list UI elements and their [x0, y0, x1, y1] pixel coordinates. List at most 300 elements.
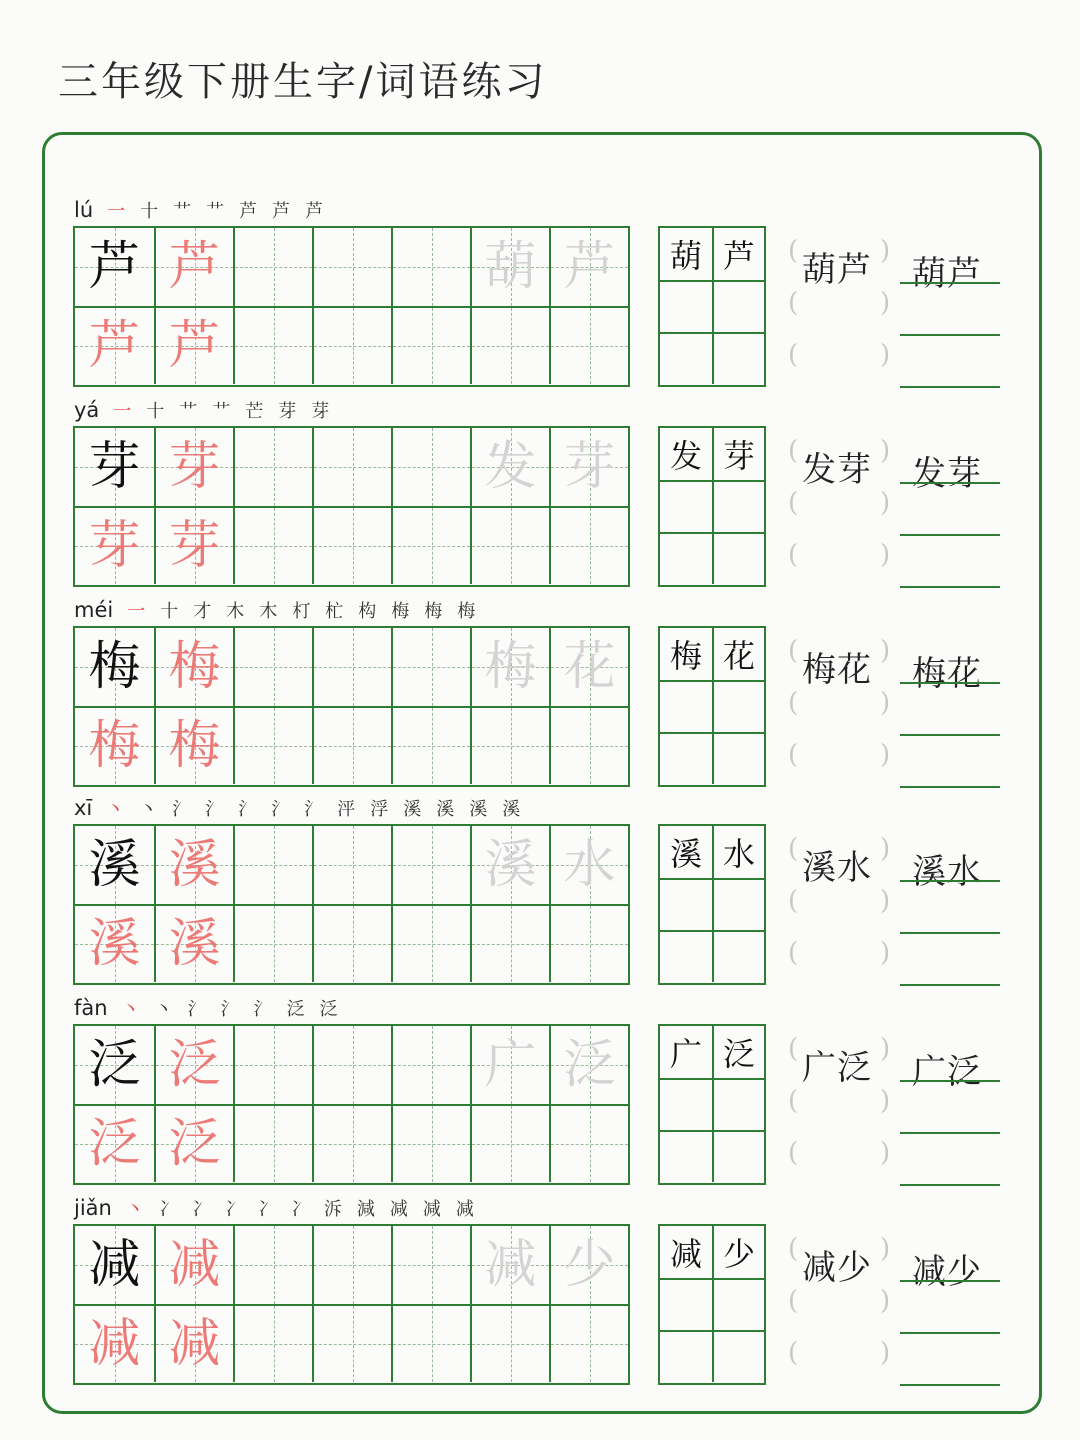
practice-cell[interactable] [549, 306, 628, 384]
stroke-step: 氵 [205, 799, 224, 820]
practice-cell[interactable] [233, 1104, 312, 1182]
practice-cell[interactable] [391, 428, 470, 506]
stroke-step: 減 [356, 1199, 375, 1220]
word-box-cell[interactable] [660, 878, 712, 930]
word-box-char: 芦 [722, 237, 755, 275]
practice-grid [73, 1024, 630, 1185]
practice-cell[interactable] [391, 706, 470, 784]
practice-cell[interactable] [470, 1226, 549, 1304]
write-line[interactable] [900, 386, 1000, 388]
word-grid [658, 626, 766, 787]
practice-cell[interactable] [549, 706, 628, 784]
trace-char: 梅 [168, 637, 221, 697]
practice-cell[interactable] [312, 306, 391, 384]
practice-cell[interactable] [312, 1026, 391, 1104]
trace-char: 梅 [168, 716, 221, 776]
stroke-order-line [74, 397, 344, 421]
word-box-cell[interactable] [712, 532, 764, 584]
paren-right: ) [880, 488, 891, 518]
character-entry [0, 600, 1080, 800]
stroke-step: 艹 [173, 201, 192, 222]
word-box-char: 芽 [722, 437, 755, 475]
write-line[interactable] [900, 734, 1000, 736]
word-box-cell[interactable] [712, 732, 764, 784]
word-trace-char: 减 [484, 1235, 537, 1295]
word-box-cell[interactable] [712, 228, 764, 280]
practice-grid [73, 824, 630, 985]
stroke-step: 一 [113, 401, 132, 422]
stroke-step: 芽 [311, 401, 330, 422]
pinyin-label: yá [74, 398, 100, 422]
paren-left: ( [788, 636, 799, 666]
stroke-step: 芦 [272, 201, 291, 222]
practice-cell[interactable] [470, 826, 549, 904]
trace-char: 减 [168, 1235, 221, 1295]
stroke-step: 丶 [125, 1199, 144, 1220]
practice-cell[interactable] [391, 628, 470, 706]
practice-cell[interactable] [312, 1226, 391, 1304]
word-box-cell[interactable] [660, 280, 712, 332]
paren-left: ( [788, 688, 799, 718]
practice-cell[interactable] [75, 306, 154, 384]
practice-cell[interactable] [75, 1304, 154, 1382]
write-line[interactable] [900, 1080, 1000, 1082]
write-line[interactable] [900, 880, 1000, 882]
practice-cell[interactable] [549, 628, 628, 706]
paren-word: 葫芦 [802, 250, 872, 290]
practice-cell[interactable] [75, 506, 154, 584]
character-entry [0, 1198, 1080, 1398]
word-box-char: 少 [722, 1235, 755, 1273]
paren-word: 广泛 [802, 1048, 872, 1088]
practice-cell[interactable] [549, 904, 628, 982]
practice-grid [73, 226, 630, 387]
stroke-step: 艹 [179, 401, 198, 422]
word-box-cell[interactable] [660, 228, 712, 280]
word-box-cell[interactable] [712, 628, 764, 680]
word-box-cell[interactable] [660, 1026, 712, 1078]
pinyin-label: lú [74, 198, 94, 222]
practice-cell[interactable] [391, 904, 470, 982]
practice-cell[interactable] [154, 904, 233, 982]
practice-cell[interactable] [233, 428, 312, 506]
stroke-step: 冫 [191, 1199, 210, 1220]
word-box-cell[interactable] [660, 1130, 712, 1182]
paren-right: ) [880, 288, 891, 318]
practice-cell[interactable] [233, 628, 312, 706]
stroke-step: 冫 [257, 1199, 276, 1220]
write-line[interactable] [900, 282, 1000, 284]
practice-cell[interactable] [549, 1304, 628, 1382]
stroke-step: 朾 [292, 601, 311, 622]
write-line[interactable] [900, 334, 1000, 336]
paren-word: 溪水 [802, 848, 872, 888]
practice-cell[interactable] [154, 306, 233, 384]
practice-cell[interactable] [470, 1026, 549, 1104]
practice-cell[interactable] [391, 1104, 470, 1182]
word-box-cell[interactable] [712, 1130, 764, 1182]
stroke-step: 芦 [239, 201, 258, 222]
word-box-cell[interactable] [660, 1226, 712, 1278]
stroke-order-line [74, 995, 353, 1019]
word-grid [658, 426, 766, 587]
stroke-step: 丶 [139, 799, 158, 820]
model-char: 泛 [88, 1035, 141, 1095]
stroke-step: 冫 [158, 1199, 177, 1220]
practice-cell[interactable] [154, 628, 233, 706]
practice-cell[interactable] [470, 706, 549, 784]
practice-cell[interactable] [391, 1304, 470, 1382]
write-line[interactable] [900, 1132, 1000, 1134]
trace-char: 溪 [168, 835, 221, 895]
practice-cell[interactable] [233, 228, 312, 306]
practice-grid [73, 426, 630, 587]
word-box-cell[interactable] [660, 1330, 712, 1382]
practice-cell[interactable] [549, 506, 628, 584]
paren-left: ( [788, 540, 799, 570]
paren-left: ( [788, 834, 799, 864]
paren-right: ) [880, 236, 891, 266]
practice-cell[interactable] [154, 428, 233, 506]
word-box-cell[interactable] [712, 930, 764, 982]
paren-left: ( [788, 1034, 799, 1064]
practice-cell[interactable] [233, 306, 312, 384]
paren-word: 梅花 [802, 650, 872, 690]
word-box-cell[interactable] [660, 826, 712, 878]
practice-cell[interactable] [75, 228, 154, 306]
word-trace-char: 溪 [484, 835, 537, 895]
paren-word: 减少 [802, 1248, 872, 1288]
paren-left: ( [788, 1286, 799, 1316]
word-box-cell[interactable] [712, 280, 764, 332]
trace-char: 芦 [168, 237, 221, 297]
stroke-step: 一 [107, 201, 126, 222]
pinyin-label: jiǎn [74, 1196, 112, 1220]
model-char: 梅 [88, 637, 141, 697]
word-box-cell[interactable] [712, 680, 764, 732]
practice-cell[interactable] [154, 826, 233, 904]
write-line[interactable] [900, 682, 1000, 684]
paren-right: ) [880, 436, 891, 466]
word-box-cell[interactable] [660, 930, 712, 982]
trace-char: 泛 [168, 1035, 221, 1095]
practice-cell[interactable] [154, 706, 233, 784]
stroke-step: 梅 [424, 601, 443, 622]
stroke-step: 艹 [212, 401, 231, 422]
practice-cell[interactable] [549, 1026, 628, 1104]
practice-cell[interactable] [391, 506, 470, 584]
word-box-cell[interactable] [660, 628, 712, 680]
write-line[interactable] [900, 1332, 1000, 1334]
stroke-step: 芦 [305, 201, 324, 222]
pinyin-label: fàn [74, 996, 108, 1020]
practice-cell[interactable] [233, 1026, 312, 1104]
write-line[interactable] [900, 482, 1000, 484]
write-line[interactable] [900, 1384, 1000, 1386]
practice-cell[interactable] [470, 228, 549, 306]
trace-char: 芽 [88, 516, 141, 576]
word-grid [658, 226, 766, 387]
write-line[interactable] [900, 1280, 1000, 1282]
paren-right: ) [880, 1086, 891, 1116]
write-line[interactable] [900, 932, 1000, 934]
word-box-char: 水 [722, 835, 755, 873]
pinyin-label: méi [74, 598, 114, 622]
word-box-char: 溪 [669, 835, 702, 873]
underline-word: 溪水 [912, 852, 982, 892]
paren-left: ( [788, 436, 799, 466]
practice-cell[interactable] [75, 904, 154, 982]
stroke-step: 溪 [469, 799, 488, 820]
paren-right: ) [880, 1286, 891, 1316]
character-entry [0, 400, 1080, 600]
stroke-step: 氵 [187, 999, 206, 1020]
paren-left: ( [788, 488, 799, 518]
trace-char: 溪 [88, 914, 141, 974]
stroke-step: 氵 [271, 799, 290, 820]
underline-word: 梅花 [912, 654, 982, 694]
stroke-step: 木 [259, 601, 278, 622]
word-box-cell[interactable] [712, 1026, 764, 1078]
stroke-step: 十 [146, 401, 165, 422]
stroke-step: 木 [226, 601, 245, 622]
page-title: 三年级下册生字/词语练习 [58, 59, 548, 105]
paren-right: ) [880, 1034, 891, 1064]
write-line[interactable] [900, 586, 1000, 588]
practice-cell[interactable] [312, 706, 391, 784]
practice-cell[interactable] [312, 826, 391, 904]
practice-cell[interactable] [391, 826, 470, 904]
stroke-step: 泛 [286, 999, 305, 1020]
word-trace-char: 芽 [563, 437, 616, 497]
practice-cell[interactable] [470, 1304, 549, 1382]
stroke-step: 减 [455, 1199, 474, 1220]
word-box-cell[interactable] [712, 1330, 764, 1382]
paren-left: ( [788, 886, 799, 916]
paren-right: ) [880, 1338, 891, 1368]
stroke-order-line [74, 795, 535, 819]
word-grid [658, 824, 766, 985]
practice-cell[interactable] [312, 506, 391, 584]
model-char: 芽 [88, 437, 141, 497]
word-box-char: 泛 [722, 1035, 755, 1073]
word-box-cell[interactable] [712, 826, 764, 878]
practice-cell[interactable] [312, 1304, 391, 1382]
word-box-cell[interactable] [712, 1226, 764, 1278]
practice-cell[interactable] [470, 1104, 549, 1182]
practice-cell[interactable] [312, 904, 391, 982]
character-entry [0, 200, 1080, 400]
write-line[interactable] [900, 1184, 1000, 1186]
word-box-cell[interactable] [660, 1278, 712, 1330]
trace-char: 减 [168, 1314, 221, 1374]
word-trace-char: 花 [563, 637, 616, 697]
trace-char: 芽 [168, 516, 221, 576]
stroke-step: 氵 [172, 799, 191, 820]
word-box-char: 梅 [669, 637, 702, 675]
practice-cell[interactable] [312, 628, 391, 706]
practice-cell[interactable] [549, 228, 628, 306]
practice-cell[interactable] [75, 428, 154, 506]
paren-right: ) [880, 1138, 891, 1168]
model-char: 溪 [88, 835, 141, 895]
word-box-cell[interactable] [660, 680, 712, 732]
stroke-step: 泙 [337, 799, 356, 820]
practice-cell[interactable] [75, 1226, 154, 1304]
write-line[interactable] [900, 786, 1000, 788]
stroke-step: 减 [422, 1199, 441, 1220]
stroke-step: 才 [193, 601, 212, 622]
paren-right: ) [880, 340, 891, 370]
word-box-cell[interactable] [712, 1078, 764, 1130]
underline-word: 减少 [912, 1252, 982, 1292]
practice-cell[interactable] [233, 826, 312, 904]
practice-cell[interactable] [470, 428, 549, 506]
practice-cell[interactable] [233, 904, 312, 982]
practice-cell[interactable] [312, 228, 391, 306]
word-box-cell[interactable] [712, 1278, 764, 1330]
practice-cell[interactable] [154, 506, 233, 584]
word-box-cell[interactable] [660, 1078, 712, 1130]
trace-char: 芦 [88, 316, 141, 376]
practice-grid [73, 1224, 630, 1385]
practice-cell[interactable] [154, 1304, 233, 1382]
paren-word: 发芽 [802, 450, 872, 490]
practice-cell[interactable] [233, 706, 312, 784]
pinyin-label: xī [74, 796, 93, 820]
practice-cell[interactable] [233, 1226, 312, 1304]
practice-cell[interactable] [312, 1104, 391, 1182]
practice-cell[interactable] [391, 306, 470, 384]
paren-right: ) [880, 834, 891, 864]
paren-left: ( [788, 938, 799, 968]
practice-cell[interactable] [154, 1104, 233, 1182]
stroke-step: 减 [389, 1199, 408, 1220]
model-char: 减 [88, 1235, 141, 1295]
word-box-char: 发 [669, 437, 702, 475]
word-box-cell[interactable] [660, 332, 712, 384]
practice-cell[interactable] [154, 1026, 233, 1104]
trace-char: 溪 [168, 914, 221, 974]
word-trace-char: 芦 [563, 237, 616, 297]
character-entry [0, 998, 1080, 1198]
word-box-cell[interactable] [660, 532, 712, 584]
stroke-step: 梅 [391, 601, 410, 622]
stroke-step: 梅 [457, 601, 476, 622]
underline-word: 发芽 [912, 454, 982, 494]
stroke-step: 艹 [206, 201, 225, 222]
paren-right: ) [880, 938, 891, 968]
word-box-char: 花 [722, 637, 755, 675]
stroke-step: 氵 [220, 999, 239, 1020]
practice-cell[interactable] [391, 1226, 470, 1304]
practice-cell[interactable] [75, 1026, 154, 1104]
practice-cell[interactable] [233, 1304, 312, 1382]
word-grid [658, 1024, 766, 1185]
practice-cell[interactable] [75, 706, 154, 784]
word-trace-char: 水 [563, 835, 616, 895]
word-grid [658, 1224, 766, 1385]
write-line[interactable] [900, 984, 1000, 986]
trace-char: 梅 [88, 716, 141, 776]
stroke-order-line [74, 197, 338, 221]
practice-cell[interactable] [154, 1226, 233, 1304]
word-box-cell[interactable] [712, 878, 764, 930]
word-box-cell[interactable] [660, 480, 712, 532]
paren-left: ( [788, 236, 799, 266]
underline-word: 广泛 [912, 1052, 982, 1092]
paren-left: ( [788, 1338, 799, 1368]
word-box-cell[interactable] [660, 732, 712, 784]
practice-cell[interactable] [391, 1026, 470, 1104]
word-box-cell[interactable] [660, 428, 712, 480]
stroke-step: 溪 [403, 799, 422, 820]
practice-cell[interactable] [549, 428, 628, 506]
stroke-step: 泛 [319, 999, 338, 1020]
word-trace-char: 广 [484, 1035, 537, 1095]
stroke-order-line [74, 1195, 489, 1219]
paren-right: ) [880, 886, 891, 916]
practice-cell[interactable] [549, 1226, 628, 1304]
paren-left: ( [788, 1138, 799, 1168]
practice-cell[interactable] [312, 428, 391, 506]
practice-cell[interactable] [233, 506, 312, 584]
word-trace-char: 葫 [484, 237, 537, 297]
paren-left: ( [788, 740, 799, 770]
stroke-step: 泝 [323, 1199, 342, 1220]
practice-cell[interactable] [75, 628, 154, 706]
practice-cell[interactable] [549, 826, 628, 904]
paren-right: ) [880, 688, 891, 718]
stroke-step: 丶 [106, 799, 125, 820]
practice-cell[interactable] [470, 306, 549, 384]
paren-left: ( [788, 1234, 799, 1264]
stroke-step: 构 [358, 601, 377, 622]
stroke-step: 溪 [436, 799, 455, 820]
trace-char: 泛 [88, 1114, 141, 1174]
stroke-step: 丶 [121, 999, 140, 1020]
stroke-step: 十 [160, 601, 179, 622]
stroke-step: 丶 [154, 999, 173, 1020]
practice-cell[interactable] [154, 228, 233, 306]
practice-cell[interactable] [470, 904, 549, 982]
stroke-step: 一 [127, 601, 146, 622]
practice-cell[interactable] [75, 826, 154, 904]
practice-cell[interactable] [470, 506, 549, 584]
word-box-char: 减 [669, 1235, 702, 1273]
practice-cell[interactable] [549, 1104, 628, 1182]
stroke-step: 氵 [304, 799, 323, 820]
stroke-step: 冫 [290, 1199, 309, 1220]
trace-char: 减 [88, 1314, 141, 1374]
word-box-cell[interactable] [712, 332, 764, 384]
stroke-step: 十 [140, 201, 159, 222]
practice-cell[interactable] [391, 228, 470, 306]
write-line[interactable] [900, 534, 1000, 536]
character-entry [0, 798, 1080, 998]
underline-word: 葫芦 [912, 254, 982, 294]
word-box-cell[interactable] [712, 428, 764, 480]
practice-cell[interactable] [470, 628, 549, 706]
paren-right: ) [880, 636, 891, 666]
paren-left: ( [788, 288, 799, 318]
trace-char: 泛 [168, 1114, 221, 1174]
paren-left: ( [788, 1086, 799, 1116]
paren-left: ( [788, 340, 799, 370]
word-trace-char: 发 [484, 437, 537, 497]
practice-cell[interactable] [75, 1104, 154, 1182]
word-box-cell[interactable] [712, 480, 764, 532]
